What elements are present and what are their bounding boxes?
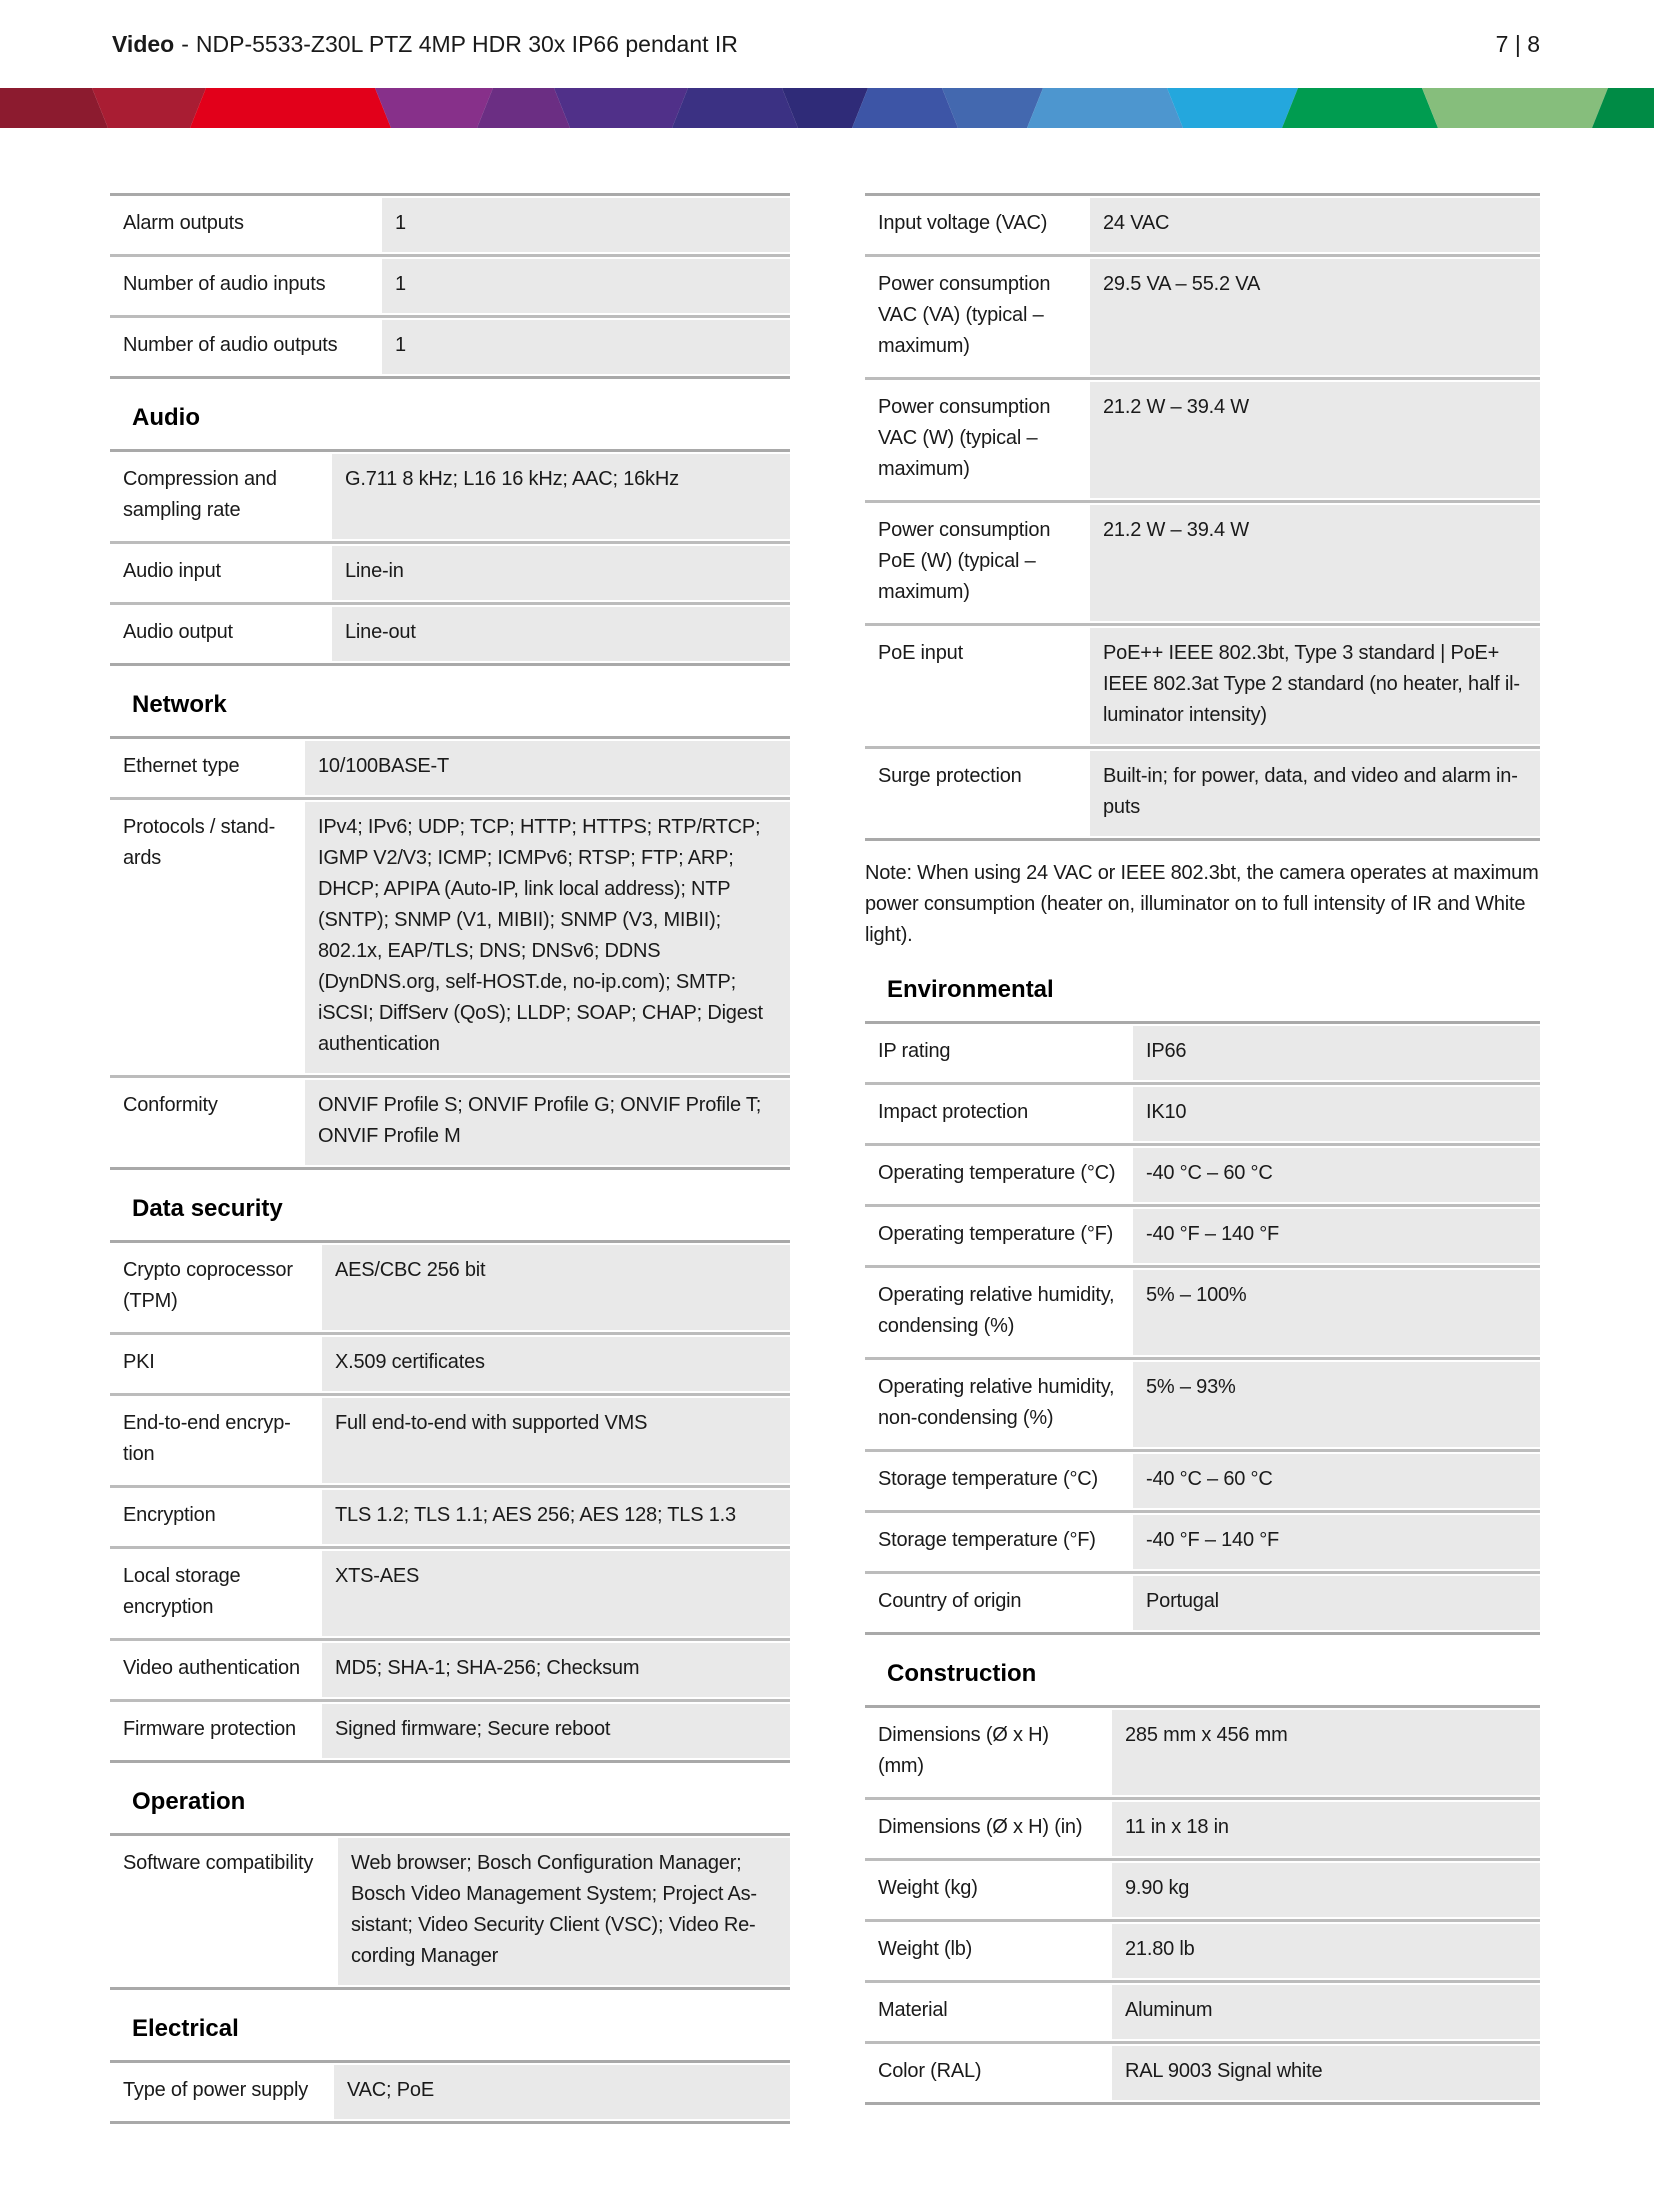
spec-row xyxy=(110,1393,790,1485)
spec-value: RAL 9003 Signal white xyxy=(1112,2044,1540,2102)
spec-row xyxy=(110,1699,790,1760)
spec-table-network xyxy=(110,736,790,1170)
spec-value: IP66 xyxy=(1133,1024,1540,1082)
spec-value: Signed firmware; Secure reboot xyxy=(322,1702,790,1760)
spec-label: Dimensions (Ø x H) (in) xyxy=(865,1800,1112,1858)
spec-row xyxy=(110,1332,790,1393)
spec-label: End-to-end encryption xyxy=(110,1396,322,1485)
spec-label: Firmware protection xyxy=(110,1702,322,1760)
spec-value: AES/CBC 256 bit xyxy=(322,1243,790,1332)
spec-table-environmental xyxy=(865,1021,1540,1635)
spec-row xyxy=(110,254,790,315)
left-column xyxy=(110,193,790,2124)
spec-label: Alarm outputs xyxy=(110,196,382,254)
spec-value: Built-in; for power, data, and video and alarm inputs xyxy=(1090,749,1540,838)
spec-value: 24 VAC xyxy=(1090,196,1540,254)
spec-value: Web browser; Bosch Configuration Manager; Bosch Video Management System; Project Assistant; Video Security Client (VSC); Video Recording Manager xyxy=(338,1836,790,1987)
spec-value: -40 °C – 60 °C xyxy=(1133,1452,1540,1510)
page-header xyxy=(112,30,1540,58)
spec-value: -40 °C – 60 °C xyxy=(1133,1146,1540,1204)
spec-row xyxy=(110,739,790,797)
spec-row xyxy=(110,315,790,376)
doc-category: Video xyxy=(112,31,175,57)
spec-label: Storage temperature (°F) xyxy=(865,1513,1133,1571)
spec-row xyxy=(865,2041,1540,2102)
spec-label: Conformity xyxy=(110,1078,305,1167)
spec-label: Input voltage (VAC) xyxy=(865,196,1090,254)
spec-row xyxy=(865,500,1540,623)
spec-label: Encryption xyxy=(110,1488,322,1546)
spec-row xyxy=(110,797,790,1075)
spec-label: Operating relative humidity, condensing (%) xyxy=(865,1268,1133,1357)
spec-label: Power consumption VAC (W) (typical – maximum) xyxy=(865,380,1090,500)
spec-value: Portugal xyxy=(1133,1574,1540,1632)
spec-value: 1 xyxy=(382,196,790,254)
spec-label: Type of power supply xyxy=(110,2063,334,2121)
spec-label: Protocols / standards xyxy=(110,800,305,1075)
spec-value: IK10 xyxy=(1133,1085,1540,1143)
spec-label: PKI xyxy=(110,1335,322,1393)
spec-table-data_security xyxy=(110,1240,790,1763)
spec-row xyxy=(110,196,790,254)
section-heading-data-security: Data security xyxy=(132,1195,283,1222)
section-heading-audio: Audio xyxy=(132,404,200,431)
spec-row xyxy=(110,2063,790,2121)
spec-table-electrical_left xyxy=(110,2060,790,2124)
spec-row xyxy=(865,1143,1540,1204)
spec-row xyxy=(865,1858,1540,1919)
power-note-text: Note: When using 24 VAC or IEEE 802.3bt, the camera operates at maximum power consumption (heater on, illuminator on to full intensity of IR and White light). xyxy=(865,862,1539,946)
section-heading-environmental: Environmental xyxy=(887,976,1054,1003)
product-title: NDP-5533-Z30L PTZ 4MP HDR 30x IP66 pendant IR xyxy=(195,31,738,57)
spec-value: VAC; PoE xyxy=(334,2063,790,2121)
spec-value: 21.80 lb xyxy=(1112,1922,1540,1980)
section-heading-electrical: Electrical xyxy=(132,2015,239,2042)
spec-value: 9.90 kg xyxy=(1112,1861,1540,1919)
spec-value: TLS 1.2; TLS 1.1; AES 256; AES 128; TLS 1.3 xyxy=(322,1488,790,1546)
content-columns xyxy=(110,193,1540,2124)
spec-value: Line-out xyxy=(332,605,790,663)
spec-label: Audio output xyxy=(110,605,332,663)
spec-value: 21.2 W – 39.4 W xyxy=(1090,380,1540,500)
spec-row xyxy=(110,541,790,602)
spec-label: PoE input xyxy=(865,626,1090,746)
spec-value: 1 xyxy=(382,257,790,315)
spec-table-construction xyxy=(865,1705,1540,2105)
spec-value: G.711 8 kHz; L16 16 kHz; AAC; 16kHz xyxy=(332,452,790,541)
spec-row xyxy=(110,1075,790,1167)
spec-row xyxy=(110,1836,790,1987)
spec-table-operation xyxy=(110,1833,790,1990)
header-title xyxy=(112,30,738,58)
spec-label: Operating temperature (°F) xyxy=(865,1207,1133,1265)
spec-label: Operating temperature (°C) xyxy=(865,1146,1133,1204)
spec-row xyxy=(865,196,1540,254)
spec-row xyxy=(865,623,1540,746)
spec-value: 285 mm x 456 mm xyxy=(1112,1708,1540,1797)
spec-row xyxy=(865,1797,1540,1858)
spec-label: Surge protection xyxy=(865,749,1090,838)
spec-label: Power consumption PoE (W) (typical – maximum) xyxy=(865,503,1090,623)
spec-label: Number of audio inputs xyxy=(110,257,382,315)
spec-row xyxy=(110,452,790,541)
spec-row xyxy=(110,1485,790,1546)
spec-label: Country of origin xyxy=(865,1574,1133,1632)
spec-label: Video authentication xyxy=(110,1641,322,1699)
spec-label: Local storage encryption xyxy=(110,1549,322,1638)
spec-row xyxy=(110,1546,790,1638)
spec-label: Color (RAL) xyxy=(865,2044,1112,2102)
spec-label: Impact protection xyxy=(865,1085,1133,1143)
spec-row xyxy=(865,1204,1540,1265)
spec-row xyxy=(865,1571,1540,1632)
spec-table-electrical_right xyxy=(865,193,1540,841)
title-separator: - xyxy=(181,31,189,57)
spec-label: Ethernet type xyxy=(110,739,305,797)
spec-value: 11 in x 18 in xyxy=(1112,1800,1540,1858)
spec-row xyxy=(865,1980,1540,2041)
spec-row xyxy=(865,377,1540,500)
spec-value: 5% – 100% xyxy=(1133,1268,1540,1357)
spec-row xyxy=(865,1449,1540,1510)
spec-value: IPv4; IPv6; UDP; TCP; HTTP; HTTPS; RTP/RTCP; IGMP V2/V3; ICMP; ICMPv6; RTSP; FTP; ARP; DHCP; APIPA (Auto-IP, link local address); NTP (SNTP); SNMP (V1, MIBII); SNMP (V3, MIBII); 802.1x, EAP/TLS; DNS; DNSv6; DDNS (DynDNS.org, self-HOST.de, no-ip.com); SMTP; iSCSI; DiffServ (QoS); LLDP; SOAP; CHAP; Digest authentication xyxy=(305,800,790,1075)
spec-value: Aluminum xyxy=(1112,1983,1540,2041)
spec-value: 1 xyxy=(382,318,790,376)
section-heading-operation: Operation xyxy=(132,1788,246,1815)
spec-value: XTS-AES xyxy=(322,1549,790,1638)
spec-value: 10/100BASE-T xyxy=(305,739,790,797)
right-column xyxy=(865,193,1540,2105)
spec-label: Number of audio outputs xyxy=(110,318,382,376)
section-heading-construction: Construction xyxy=(887,1660,1037,1687)
spec-label: Material xyxy=(865,1983,1112,2041)
spec-label: Weight (kg) xyxy=(865,1861,1112,1919)
spec-label: Dimensions (Ø x H) (mm) xyxy=(865,1708,1112,1797)
spec-value: 29.5 VA – 55.2 VA xyxy=(1090,257,1540,377)
bosch-supergraphic-bar xyxy=(0,88,1654,128)
spec-row xyxy=(865,254,1540,377)
spec-value: 5% – 93% xyxy=(1133,1360,1540,1449)
spec-row xyxy=(110,1638,790,1699)
spec-row xyxy=(865,1708,1540,1797)
spec-row xyxy=(865,1024,1540,1082)
spec-table-counts xyxy=(110,193,790,379)
spec-value: -40 °F – 140 °F xyxy=(1133,1207,1540,1265)
spec-value: Full end-to-end with supported VMS xyxy=(322,1396,790,1485)
spec-label: IP rating xyxy=(865,1024,1133,1082)
spec-value: -40 °F – 140 °F xyxy=(1133,1513,1540,1571)
spec-row xyxy=(865,1357,1540,1449)
spec-row xyxy=(865,1265,1540,1357)
spec-value: PoE++ IEEE 802.3bt, Type 3 standard | PoE+ IEEE 802.3at Type 2 standard (no heater, half illuminator intensity) xyxy=(1090,626,1540,746)
spec-label: Power consumption VAC (VA) (typical – maximum) xyxy=(865,257,1090,377)
spec-label: Audio input xyxy=(110,544,332,602)
spec-row xyxy=(865,1082,1540,1143)
spec-row xyxy=(110,1243,790,1332)
spec-row xyxy=(865,746,1540,838)
spec-label: Software compatibility xyxy=(110,1836,338,1987)
spec-label: Crypto coprocessor (TPM) xyxy=(110,1243,322,1332)
spec-row xyxy=(865,1510,1540,1571)
page-number: 7 | 8 xyxy=(1495,31,1540,57)
spec-label: Storage temperature (°C) xyxy=(865,1452,1133,1510)
spec-value: MD5; SHA-1; SHA-256; Checksum xyxy=(322,1641,790,1699)
section-heading-network: Network xyxy=(132,691,227,718)
spec-value: 21.2 W – 39.4 W xyxy=(1090,503,1540,623)
spec-value: X.509 certificates xyxy=(322,1335,790,1393)
spec-value: ONVIF Profile S; ONVIF Profile G; ONVIF Profile T; ONVIF Profile M xyxy=(305,1078,790,1167)
spec-label: Weight (lb) xyxy=(865,1922,1112,1980)
spec-label: Operating relative humidity, non-condensing (%) xyxy=(865,1360,1133,1449)
spec-table-audio xyxy=(110,449,790,666)
spec-row xyxy=(865,1919,1540,1980)
spec-label: Compression and sampling rate xyxy=(110,452,332,541)
spec-row xyxy=(110,602,790,663)
spec-value: Line-in xyxy=(332,544,790,602)
